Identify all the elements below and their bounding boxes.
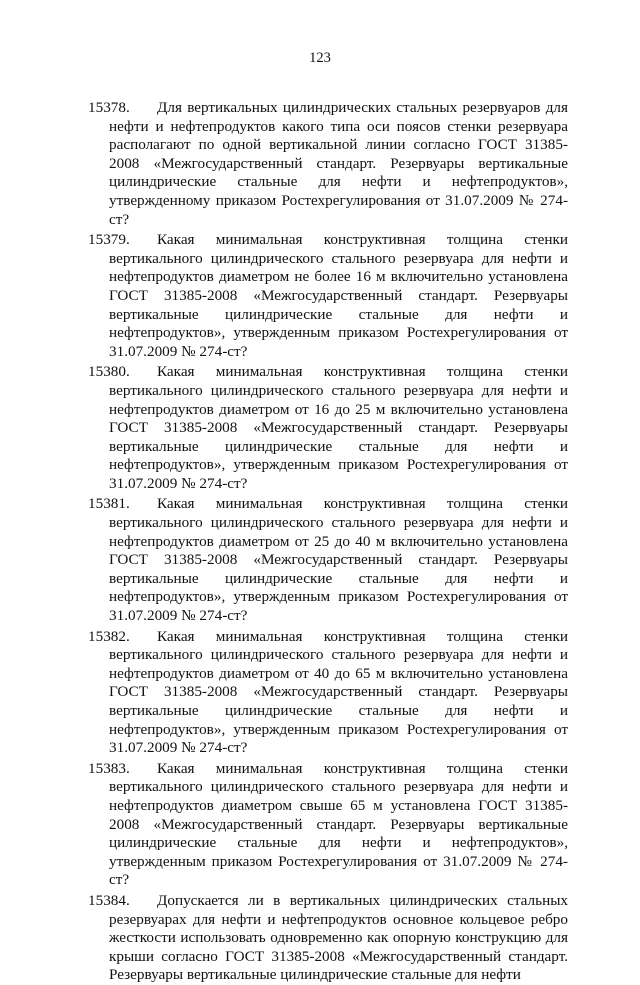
question-item [88, 628, 568, 758]
question-item [88, 495, 568, 625]
question-item [88, 99, 568, 229]
page-number: 123 [309, 50, 331, 66]
question-text: Допускается ли в вертикальных цилиндрических стальных резервуарах для нефти и нефтепродуктов основное кольцевое ребро жесткости использовать одновременно как опорную конструкцию для крыши согласно ГОСТ 31385-2008 «Межгосударственный стандарт. Резервуары вертикальные цилиндрические стальные для нефти [109, 891, 568, 984]
question-item [88, 760, 568, 890]
question-number: 15381. [88, 495, 130, 513]
question-number: 15383. [88, 759, 130, 777]
question-number: 15382. [88, 627, 130, 645]
question-text: Какая минимальная конструктивная толщина стенки вертикального цилиндрического стального резервуара для нефти и нефтепродуктов диаметром свыше 65 м установлена ГОСТ 31385-2008 «Межгосударственный стандарт. Резервуары вертикальные цилиндрические стальные для нефти и нефтепродуктов», утвержденным приказом Ростехрегулирования от 31.07.2009 № 274-ст? [109, 759, 568, 889]
question-item [88, 231, 568, 361]
question-text: Какая минимальная конструктивная толщина стенки вертикального цилиндрического стального резервуара для нефти и нефтепродуктов диаметром не более 16 м включительно установлена ГОСТ 31385-2008 «Межгосударственный стандарт. Резервуары вертикальные цилиндрические стальные для нефти и нефтепродуктов», утвержденным приказом Ростехрегулирования от 31.07.2009 № 274-ст? [109, 231, 568, 360]
question-number: 15380. [88, 363, 130, 381]
question-item [88, 363, 568, 493]
question-item [88, 892, 568, 985]
question-list [88, 99, 568, 985]
question-text: Для вертикальных цилиндрических стальных резервуаров для нефти и нефтепродуктов какого типа оси поясов стенки резервуара располагают по одной вертикальной линии согласно ГОСТ 31385-2008 «Межгосударственный стандарт. Резервуары вертикальные цилиндрические стальные для нефти и нефтепродуктов», утвержденному приказом Ростехрегулирования от 31.07.2009 № 274-ст? [109, 99, 568, 228]
question-text: Какая минимальная конструктивная толщина стенки вертикального цилиндрического стального резервуара для нефти и нефтепродуктов диаметром от 16 до 25 м включительно установлена ГОСТ 31385-2008 «Межгосударственный стандарт. Резервуары вертикальные цилиндрические стальные для нефти и нефтепродуктов», утвержденным приказом Ростехрегулирования от 31.07.2009 № 274-ст? [109, 363, 568, 492]
question-number: 15379. [88, 231, 130, 249]
question-number: 15378. [88, 99, 130, 116]
question-text: Какая минимальная конструктивная толщина стенки вертикального цилиндрического стального резервуара для нефти и нефтепродуктов диаметром от 40 до 65 м включительно установлена ГОСТ 31385-2008 «Межгосударственный стандарт. Резервуары вертикальные цилиндрические стальные для нефти и нефтепродуктов», утвержденным приказом Ростехрегулирования от 31.07.2009 № 274-ст? [109, 627, 568, 757]
question-number: 15384. [88, 891, 130, 909]
question-text: Какая минимальная конструктивная толщина стенки вертикального цилиндрического стального резервуара для нефти и нефтепродуктов диаметром от 25 до 40 м включительно установлена ГОСТ 31385-2008 «Межгосударственный стандарт. Резервуары вертикальные цилиндрические стальные для нефти и нефтепродуктов», утвержденным приказом Ростехрегулирования от 31.07.2009 № 274-ст? [109, 495, 568, 625]
